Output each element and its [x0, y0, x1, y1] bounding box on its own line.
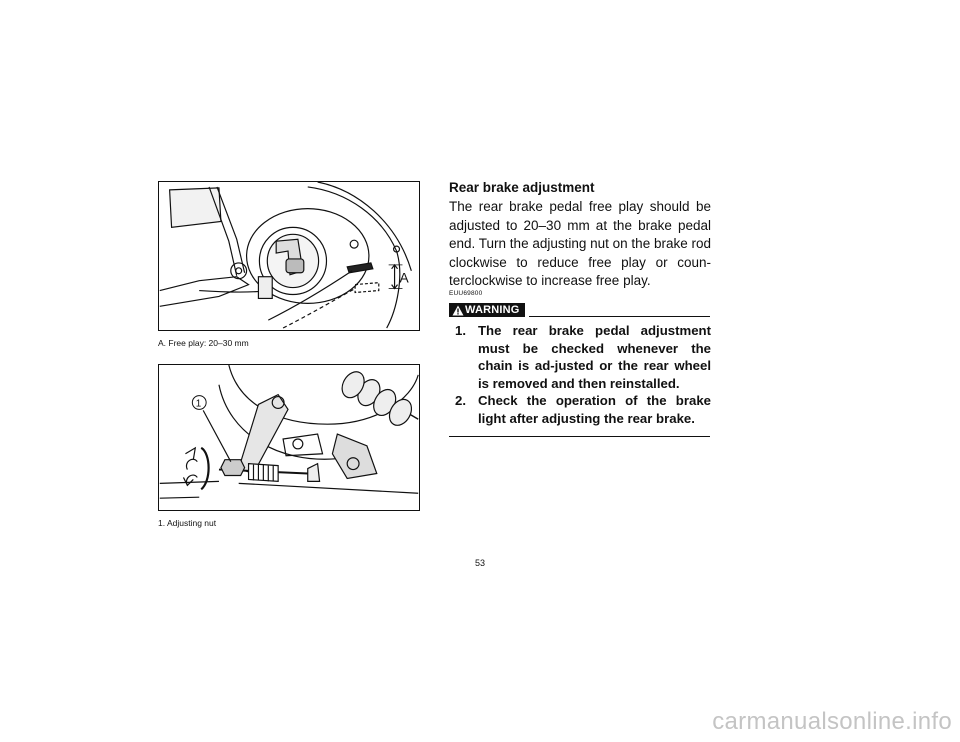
callout-1: 1	[195, 398, 202, 410]
callout-a: A	[399, 269, 409, 286]
warning-item-number: 2.	[455, 393, 466, 409]
warning-badge	[449, 303, 525, 317]
figure-adjusting-nut	[158, 364, 420, 511]
warning-triangle-icon	[452, 305, 464, 316]
section-title: Rear brake adjustment	[449, 180, 595, 195]
warning-item	[449, 322, 711, 392]
section-body: The rear brake pedal free play should be adjusted to 20–30 mm at the brake pedal end. Turn the adjusting nut on the brake rod clockwise to reduce free play or coun-terclockwise to increase free play.	[449, 199, 711, 289]
warning-end-rule	[449, 436, 710, 437]
warning-list	[449, 322, 711, 428]
warning-item-text: Check the operation of the brake light after adjusting the rear brake.	[478, 393, 711, 426]
brake-pedal-illustration	[159, 182, 419, 330]
warning-item-number: 1.	[455, 323, 466, 338]
warning-item-text: The rear brake pedal adjustment must be checked whenever the chain is ad-justed or the rear wheel is removed and then reinstalled.	[478, 323, 711, 391]
figure2-caption: 1. Adjusting nut	[158, 518, 217, 528]
watermark: carmanualsonline.info	[712, 708, 952, 735]
warning-label: WARNING	[465, 304, 520, 316]
warning-rule	[529, 316, 710, 317]
figure-brake-pedal-free-play	[158, 181, 420, 331]
page-number: 53	[474, 558, 485, 568]
adjusting-nut-illustration	[159, 365, 419, 510]
figure1-caption: A. Free play: 20–30 mm	[158, 338, 249, 348]
warning-item	[449, 392, 711, 427]
reference-code: EUU69800	[449, 290, 483, 297]
